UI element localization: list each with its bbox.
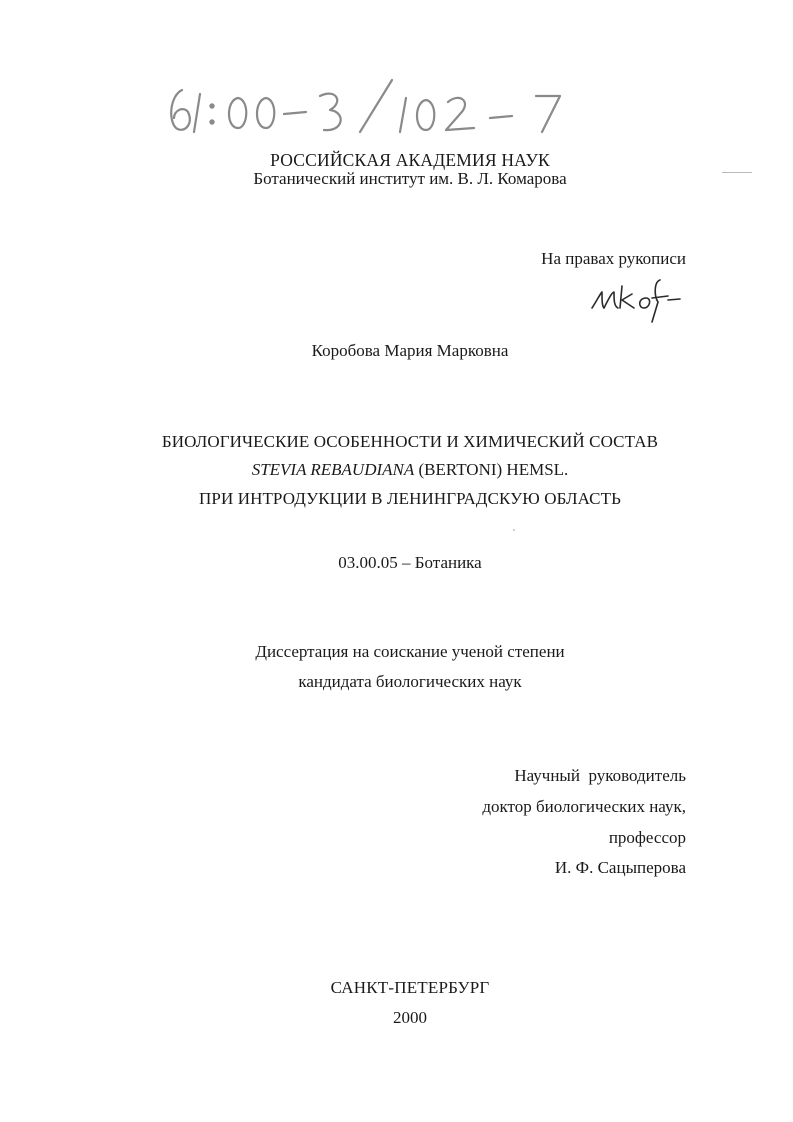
manuscript-rights-note: На правах рукописи [541, 249, 686, 268]
thesis-title-line-3: ПРИ ИНТРОДУКЦИИ В ЛЕНИНГРАДСКУЮ ОБЛАСТЬ [199, 489, 621, 508]
degree-statement-line-1: Диссертация на соискание ученой степени [255, 642, 565, 661]
species-authority: (BERTONI) HEMSL. [414, 460, 569, 479]
year: 2000 [393, 1008, 427, 1027]
species-name: STEVIA REBAUDIANA [251, 460, 415, 479]
author-name: Коробова Мария Марковна [311, 341, 509, 360]
thesis-title-line-2 [0, 460, 793, 480]
thesis-title-line-1: БИОЛОГИЧЕСКИЕ ОСОБЕННОСТИ И ХИМИЧЕСКИЙ СОСТАВ [161, 432, 659, 451]
supervisor-role: Научный руководитель [514, 766, 686, 785]
specialty-code: 03.00.05 – Ботаника [338, 553, 482, 572]
institute-name: Ботанический институт им. В. Л. Комарова [253, 169, 567, 188]
scan-speck [513, 529, 515, 531]
city: САНКТ-ПЕТЕРБУРГ [330, 978, 490, 997]
handwritten-archive-code [160, 72, 680, 142]
supervisor-name: И. Ф. Сацыперова [554, 858, 686, 877]
author-signature [588, 272, 683, 324]
supervisor-rank: профессор [608, 828, 686, 847]
supervisor-degree: доктор биологических наук, [482, 797, 686, 816]
scan-mark [722, 172, 752, 173]
academy-name: РОССИЙСКАЯ АКАДЕМИЯ НАУК [270, 150, 550, 170]
degree-statement-line-2: кандидата биологических наук [298, 672, 522, 691]
